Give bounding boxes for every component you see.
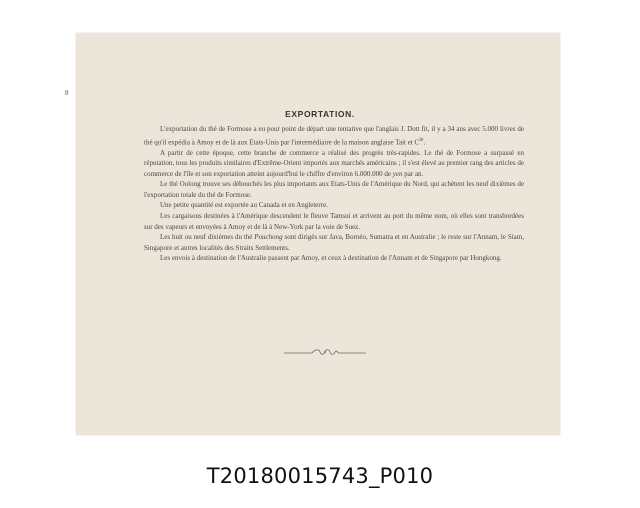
page-number: 8 [65,89,69,97]
paragraph: Les cargaisons destinées à l'Amérique descendent le fleuve Tamsui et arrivent au port du même nom, où elles sont transbordées sur des vapeurs et envoyées à Amoy et de là à New-York par la voie de Suez. [144,212,524,231]
paragraph: L'exportation du thé de Formose a eu pour point de départ une tentative que l'anglais J. Dott fit, il y a 34 ans avec 5.000 livres de thé qu'il expédia à Amoy et de là aux Etats-Unis par l'intermédiaire de la maison anglaise Tait et $C^{ie}$. [144,125,524,146]
paragraph: Les huit ou neuf dixièmes du thé Pouchong sont dirigés sur Java, Bornéo, Sumatra et en Australie ; le reste sur l'Annam, le Siam, Singapore et autres localités des Straits Settlements. [144,233,524,252]
paragraph: A partir de cette époque, cette branche de commerce a réalisé des progrès très-rapides. Le thé de Formose a surpassé en réputation, tous les produits similaires d'Extrême-Orient importés aux marchés américains ; il s'est élevé au premier rang des articles de commerce de l'île et son exportation atteint aujourd'hui le chiffre d'environ 6.000.000 de yen par an. [144,148,524,178]
body-text [144,124,524,264]
section-title: EXPORTATION. [285,109,355,119]
image-id-caption: T20180015743_P010 [206,464,434,488]
paragraph: Le thé Oolong trouve ses débouchés les plus importants aux Etats-Unis de l'Amérique du Nord, qui achètent les neuf dixièmes de l'exportation totale du thé de Formose. [144,180,524,199]
ornament-divider-icon [282,347,368,357]
paragraph: Les envois à destination de l'Australie passent par Amoy, et ceux à destination de l'Annam et de Singapore par Hongkong. [160,254,502,263]
paragraph: Une petite quantité est exportée au Canada et en Angleterre. [160,201,328,210]
